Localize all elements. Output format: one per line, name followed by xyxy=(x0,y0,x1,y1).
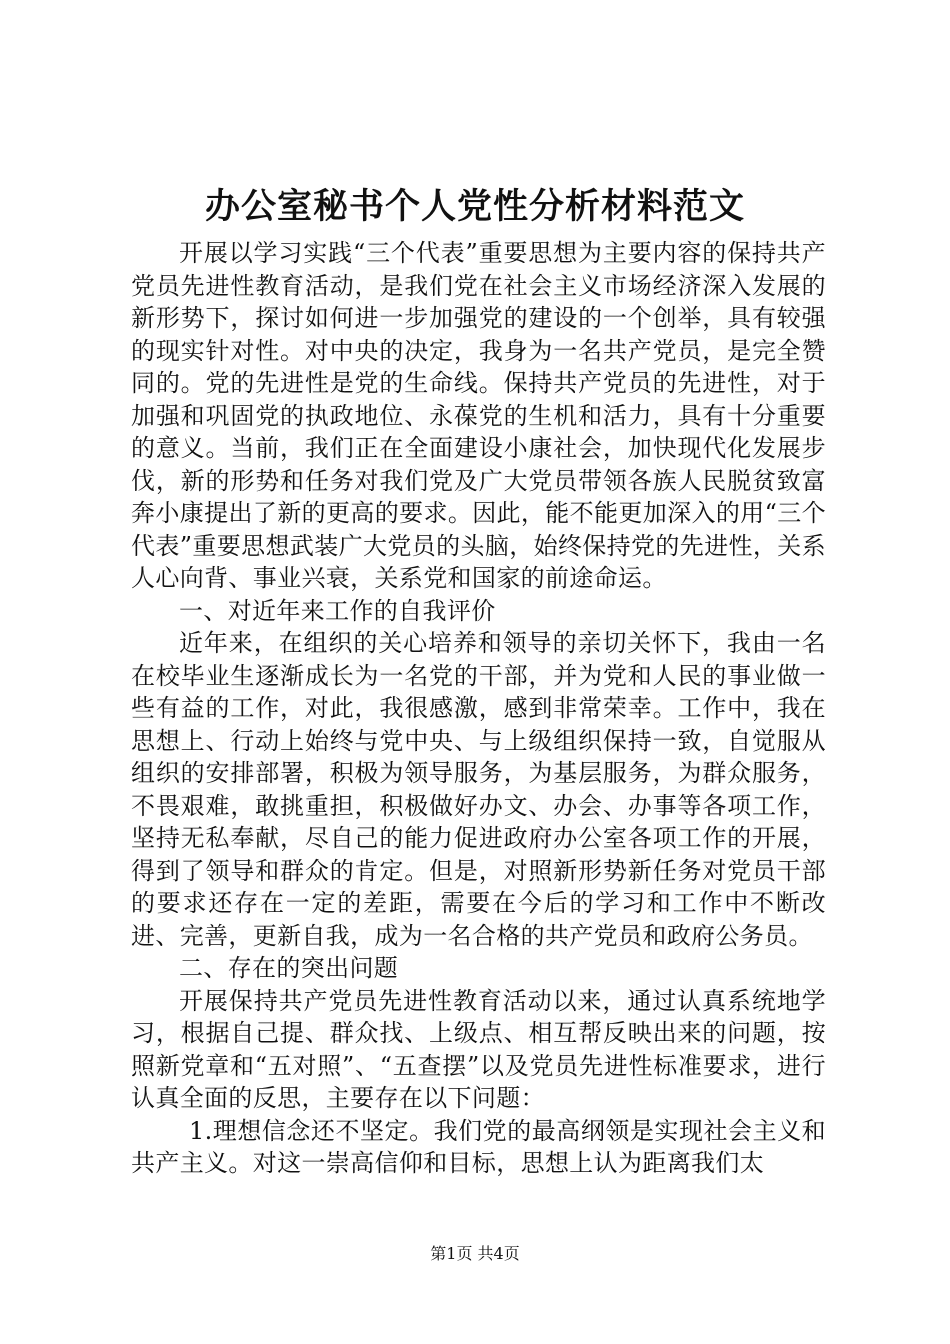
document-body xyxy=(131,237,826,1180)
section-heading-self-evaluation: 一、对近年来工作的自我评价 xyxy=(179,596,496,625)
intro-paragraph: 开展以学习实践“三个代表”重要思想为主要内容的保持共产党员先进性教育活动，是我们党在社会主义市场经济深入发展的新形势下，探讨如何进一步加强党的建设的一个创举，具有较强的现实针对性。对中央的决定，我身为一名共产党员，是完全赞同的。党的先进性是党的生命线。保持共产党员的先进性，对于加强和巩固党的执政地位、永葆党的生机和活力，具有十分重要的意义。当前，我们正在全面建设小康社会，加快现代化发展步伐，新的形势和任务对我们党及广大党员带领各族人民脱贫致富奔小康提出了新的更高的要求。因此，能不能更加深入的用“三个代表”重要思想武装广大党员的头脑，始终保持党的先进性，关系人心向背、事业兴衰，关系党和国家的前途命运。 xyxy=(131,239,826,592)
section-heading-problems: 二、存在的突出问题 xyxy=(179,954,399,982)
document-title: 办公室秘书个人党性分析材料范文 xyxy=(204,186,745,227)
page-number-footer: 第1页 共4页 xyxy=(430,1244,520,1263)
self-evaluation-paragraph: 近年来，在组织的关心培养和领导的亲切关怀下，我由一名在校毕业生逐渐成长为一名党的干部，并为党和人民的事业做一些有益的工作，对此，我很感激，感到非常荣幸。工作中，我在思想上、行动上始终与党中央、与上级组织保持一致，自觉服从组织的安排部署，积极为领导服务，为基层服务，为群众服务，不畏艰难，敢挑重担，积极做好办文、办会、办事等各项工作，坚持无私奉献，尽自己的能力促进政府办公室各项工作的开展，得到了领导和群众的肯定。但是，对照新形势新任务对党员干部的要求还存在一定的差距，需要在今后的学习和工作中不断改进、完善，更新自我，成为一名合格的共产党员和政府公务员。 xyxy=(131,629,826,950)
problems-intro-paragraph: 开展保持共产党员先进性教育活动以来，通过认真系统地学习，根据自己提、群众找、上级点、相互帮反映出来的问题，按照新党章和“五对照”、“五查摆”以及党员先进性标准要求，进行认真全面的反思，主要存在以下问题： xyxy=(131,986,826,1112)
problem-item-1: 1.理想信念还不坚定。我们党的最高纲领是实现社会主义和共产主义。对这一崇高信仰和目标，思想上认为距离我们太 xyxy=(131,1116,826,1177)
